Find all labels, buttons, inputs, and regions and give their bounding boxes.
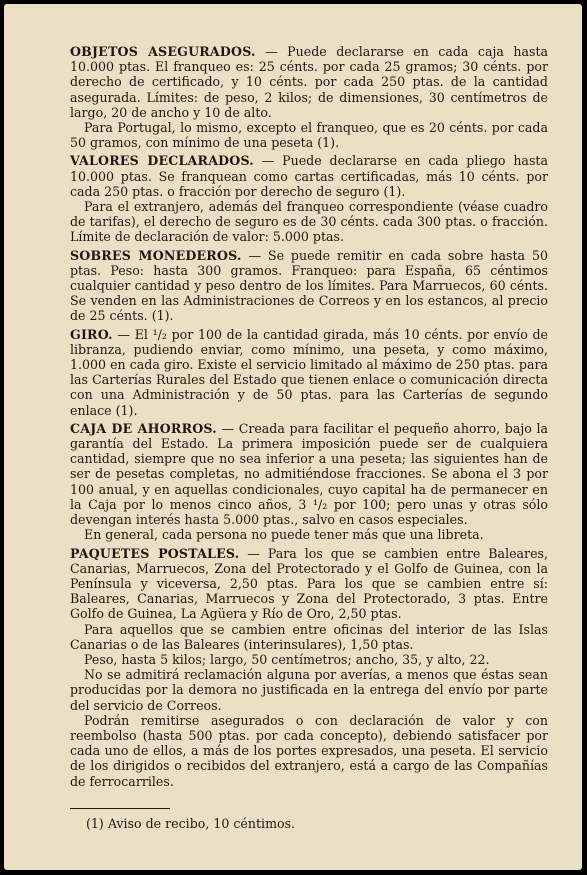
- section-text: — Para los que se cambien entre Baleares, Canarias, Marruecos, Zona del Protectorado y el Golfo de Guinea, con la Península y viceversa, 2,50 ptas. Para los que se cambien entre sí: Baleares, Canarias, Marruecos y Zona del Protectorado, 3 ptas. Entre Golfo de Guinea, La Agüera y Río de Oro, 2,50 ptas.: [70, 545, 548, 622]
- section-text: — Creada para facilitar el pequeño ahorro, bajo la garantía del Estado. La primera imposición puede ser de cualquiera cantidad, siempre que no sea inferior a una peseta; las siguientes han de ser de pesetas completas, no admitiéndose fracciones. Se abona el 3 por 100 anual, y en aquellas condicionales, cuyo capital ha de permanecer en la Caja por lo menos cinco años, 3 ¹/₂ por 100; pero unas y otras sólo devengan interés hasta 5.000 ptas., salvo en casos especiales.: [70, 420, 548, 528]
- section-objetos-asegurados: [70, 44, 548, 150]
- section-heading: OBJETOS ASEGURADOS.: [70, 44, 256, 59]
- section-paragraph: [70, 44, 548, 120]
- section-paragraph: [70, 248, 548, 324]
- footnote-rule: [70, 808, 170, 809]
- section-paragraph: Para aquellos que se cambien entre oficinas del interior de las Islas Canarias o de las Baleares (interinsulares), 1,50 ptas.: [70, 621, 548, 652]
- section-paragraph: [70, 546, 548, 622]
- section-text: — Puede declararse en cada caja hasta 10.000 ptas. El franqueo es: 25 cénts. por cada 25 gramos; 30 cénts. por derecho de certificado, y 10 cénts. por cada 250 ptas. de la cantidad asegurada. Límites: de peso, 2 kilos; de dimensiones, 30 centímetros de largo, 20 de ancho y 10 de alto.: [70, 44, 549, 120]
- postal-rates-card: [4, 4, 582, 870]
- section-paragraph: Para el extranjero, además del franqueo correspondiente (véase cuadro de tarifas), el derecho de seguro es de 30 cénts. cada 300 ptas. o fracción. Límite de declaración de valor: 5.000 ptas.: [70, 199, 548, 245]
- section-sobres-monederos: [70, 248, 548, 324]
- section-valores-declarados: [70, 153, 548, 244]
- section-paragraph: [70, 153, 548, 199]
- section-text: — Se puede remitir en cada sobre hasta 50 ptas. Peso: hasta 300 gramos. Franqueo: para España, 65 céntimos cualquier cantidad y peso dentro de los límites. Para Marruecos, 60 cénts. Se venden en las Administraciones de Correos y en los estancos, al precio de 25 cénts. (1).: [70, 247, 548, 324]
- section-paquetes-postales: [70, 546, 548, 789]
- section-heading: SOBRES MONEDEROS.: [70, 247, 242, 263]
- section-paragraph: En general, cada persona no puede tener más que una libreta.: [84, 527, 484, 543]
- section-caja-de-ahorros: [70, 421, 548, 543]
- section-text: — Puede declararse en cada pliego hasta 10.000 ptas. Se franquean como cartas certificadas, más 10 cénts. por cada 250 ptas. o fracción por derecho de seguro (1).: [70, 153, 548, 199]
- section-paragraph: [70, 327, 548, 418]
- section-paragraph: Peso, hasta 5 kilos; largo, 50 centímetros; ancho, 35, y alto, 22.: [84, 651, 490, 667]
- document-body: [70, 44, 548, 789]
- section-paragraph: [70, 421, 548, 527]
- section-heading: VALORES DECLARADOS.: [70, 153, 254, 169]
- section-giro: [70, 327, 548, 418]
- section-heading: PAQUETES POSTALES.: [70, 545, 240, 561]
- section-heading: CAJA DE AHORROS.: [70, 420, 217, 436]
- footnote: (1) Aviso de recibo, 10 céntimos.: [86, 815, 296, 831]
- section-paragraph: Para Portugal, lo mismo, excepto el franqueo, que es 20 cénts. por cada 50 gramos, con mínimo de una peseta (1).: [70, 120, 548, 151]
- section-paragraph: Podrán remitirse asegurados o con declaración de valor y con reembolso (hasta 500 ptas. por cada concepto), debiendo satisfacer por cada uno de ellos, a más de los portes expresados, una peseta. El servicio de los dirigidos o recibidos del extranjero, está a cargo de las Compañías de ferrocarriles.: [70, 712, 548, 789]
- section-text: — El ¹/₂ por 100 de la cantidad girada, más 10 cénts. por envío de libranza, pudiendo enviar, como mínimo, una peseta, y como máximo, 1.000 en cada giro. Existe el servicio limitado al máximo de 250 ptas. para las Carterías Rurales del Estado que tienen enlace o comunicación directa con una Administración y de 50 ptas. para las Carterías de segundo enlace (1).: [70, 326, 548, 418]
- section-heading: GIRO.: [70, 326, 113, 342]
- section-paragraph: No se admitirá reclamación alguna por averías, a menos que éstas sean producidas por la demora no justificada en la entrega del envío por parte del servicio de Correos.: [70, 667, 548, 713]
